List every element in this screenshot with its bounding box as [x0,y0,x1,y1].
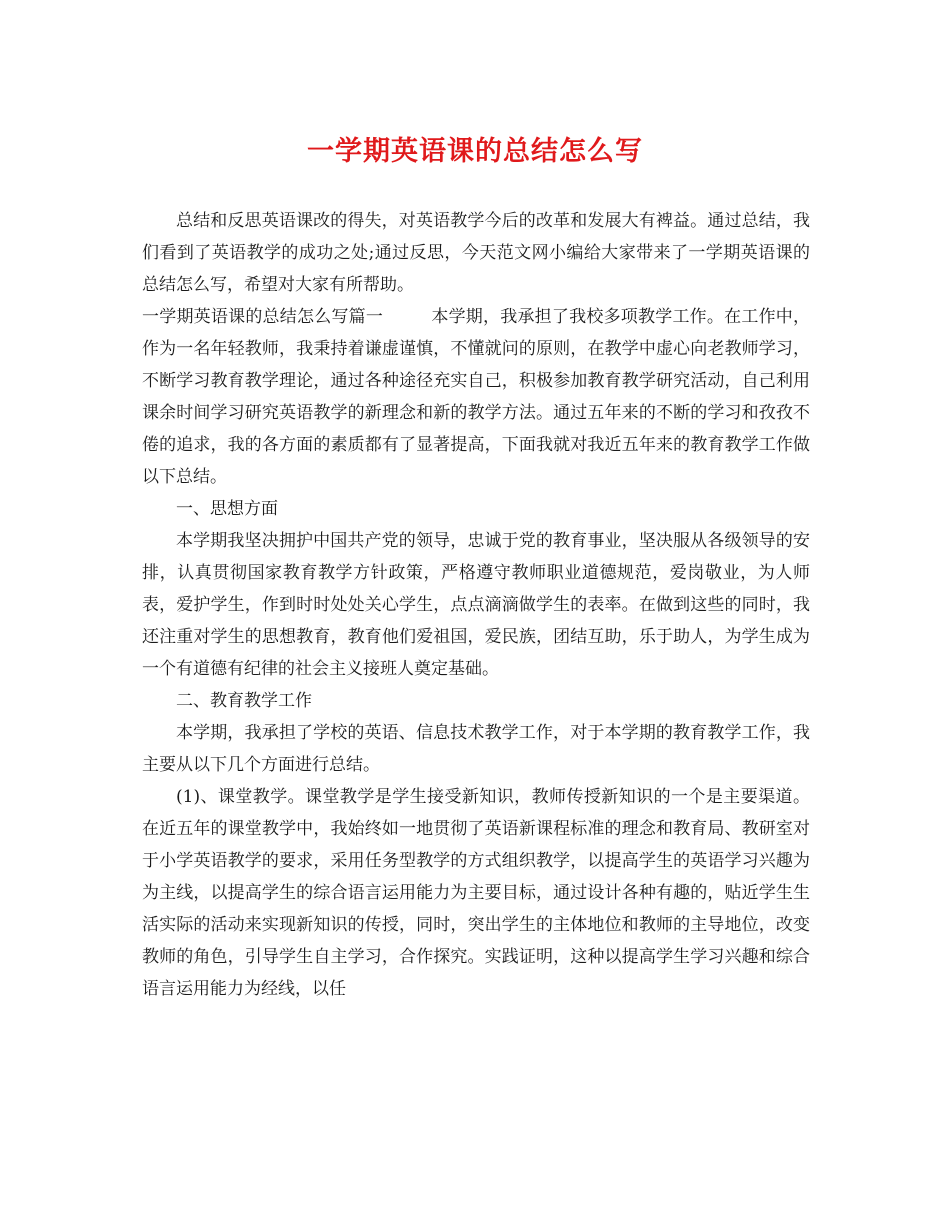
section1-paragraph: 本学期我坚决拥护中国共产党的领导，忠诚于党的教育事业，坚决服从各级领导的安排，认真贯彻国家教育教学方针政策，严格遵守教师职业道德规范，爱岗敬业，为人师表，爱护学生，作到时时处处关心学生，点点滴滴做学生的表率。在做到这些的同时，我还注重对学生的思想教育，教育他们爱祖国，爱民族，团结互助，乐于助人，为学生成为一个有道德有纪律的社会主义接班人奠定基础。 [142,531,810,679]
section1-heading: 一、思想方面 [176,499,278,519]
section2-heading: 二、教育教学工作 [176,691,312,711]
document-body [142,205,810,1005]
part1-paragraph [142,301,810,493]
item1-paragraph: (1)、课堂教学。课堂教学是学生接受新知识，教师传授新知识的一个是主要渠道。在近五年的课堂教学中，我始终如一地贯彻了英语新课程标准的理念和教育局、教研室对于小学英语教学的要求，采用任务型教学的方式组织教学，以提高学生的英语学习兴趣为为主线，以提高学生的综合语言运用能力为主要目标，通过设计各种有趣的，贴近学生生活实际的活动来实现新知识的传授，同时，突出学生的主体地位和教师的主导地位，改变教师的角色，引导学生自主学习，合作探究。实践证明，这种以提高学生学习兴趣和综合语言运用能力为经线，以任 [142,787,810,999]
part1-text: 本学期，我承担了我校多项教学工作。在工作中，作为一名年轻教师，我秉持着谦虚谨慎，不懂就问的原则，在教学中虚心向老教师学习，不断学习教育教学理论，通过各种途径充实自己，积极参加教育教学研究活动，自己利用课余时间学习研究英语教学的新理念和新的教学方法。通过五年来的不断的学习和孜孜不倦的追求，我的各方面的素质都有了显著提高，下面我就对我近五年来的教育教学工作做以下总结。 [142,307,811,487]
part1-heading: 一学期英语课的总结怎么写篇一 [142,307,384,327]
section2-paragraph: 本学期，我承担了学校的英语、信息技术教学工作，对于本学期的教育教学工作，我主要从以下几个方面进行总结。 [142,723,810,775]
intro-paragraph: 总结和反思英语课改的得失，对英语教学今后的改革和发展大有裨益。通过总结，我们看到了英语教学的成功之处;通过反思，今天范文网小编给大家带来了一学期英语课的总结怎么写，希望对大家有所帮助。 [142,211,810,295]
document-title: 一学期英语课的总结怎么写 [307,136,643,167]
